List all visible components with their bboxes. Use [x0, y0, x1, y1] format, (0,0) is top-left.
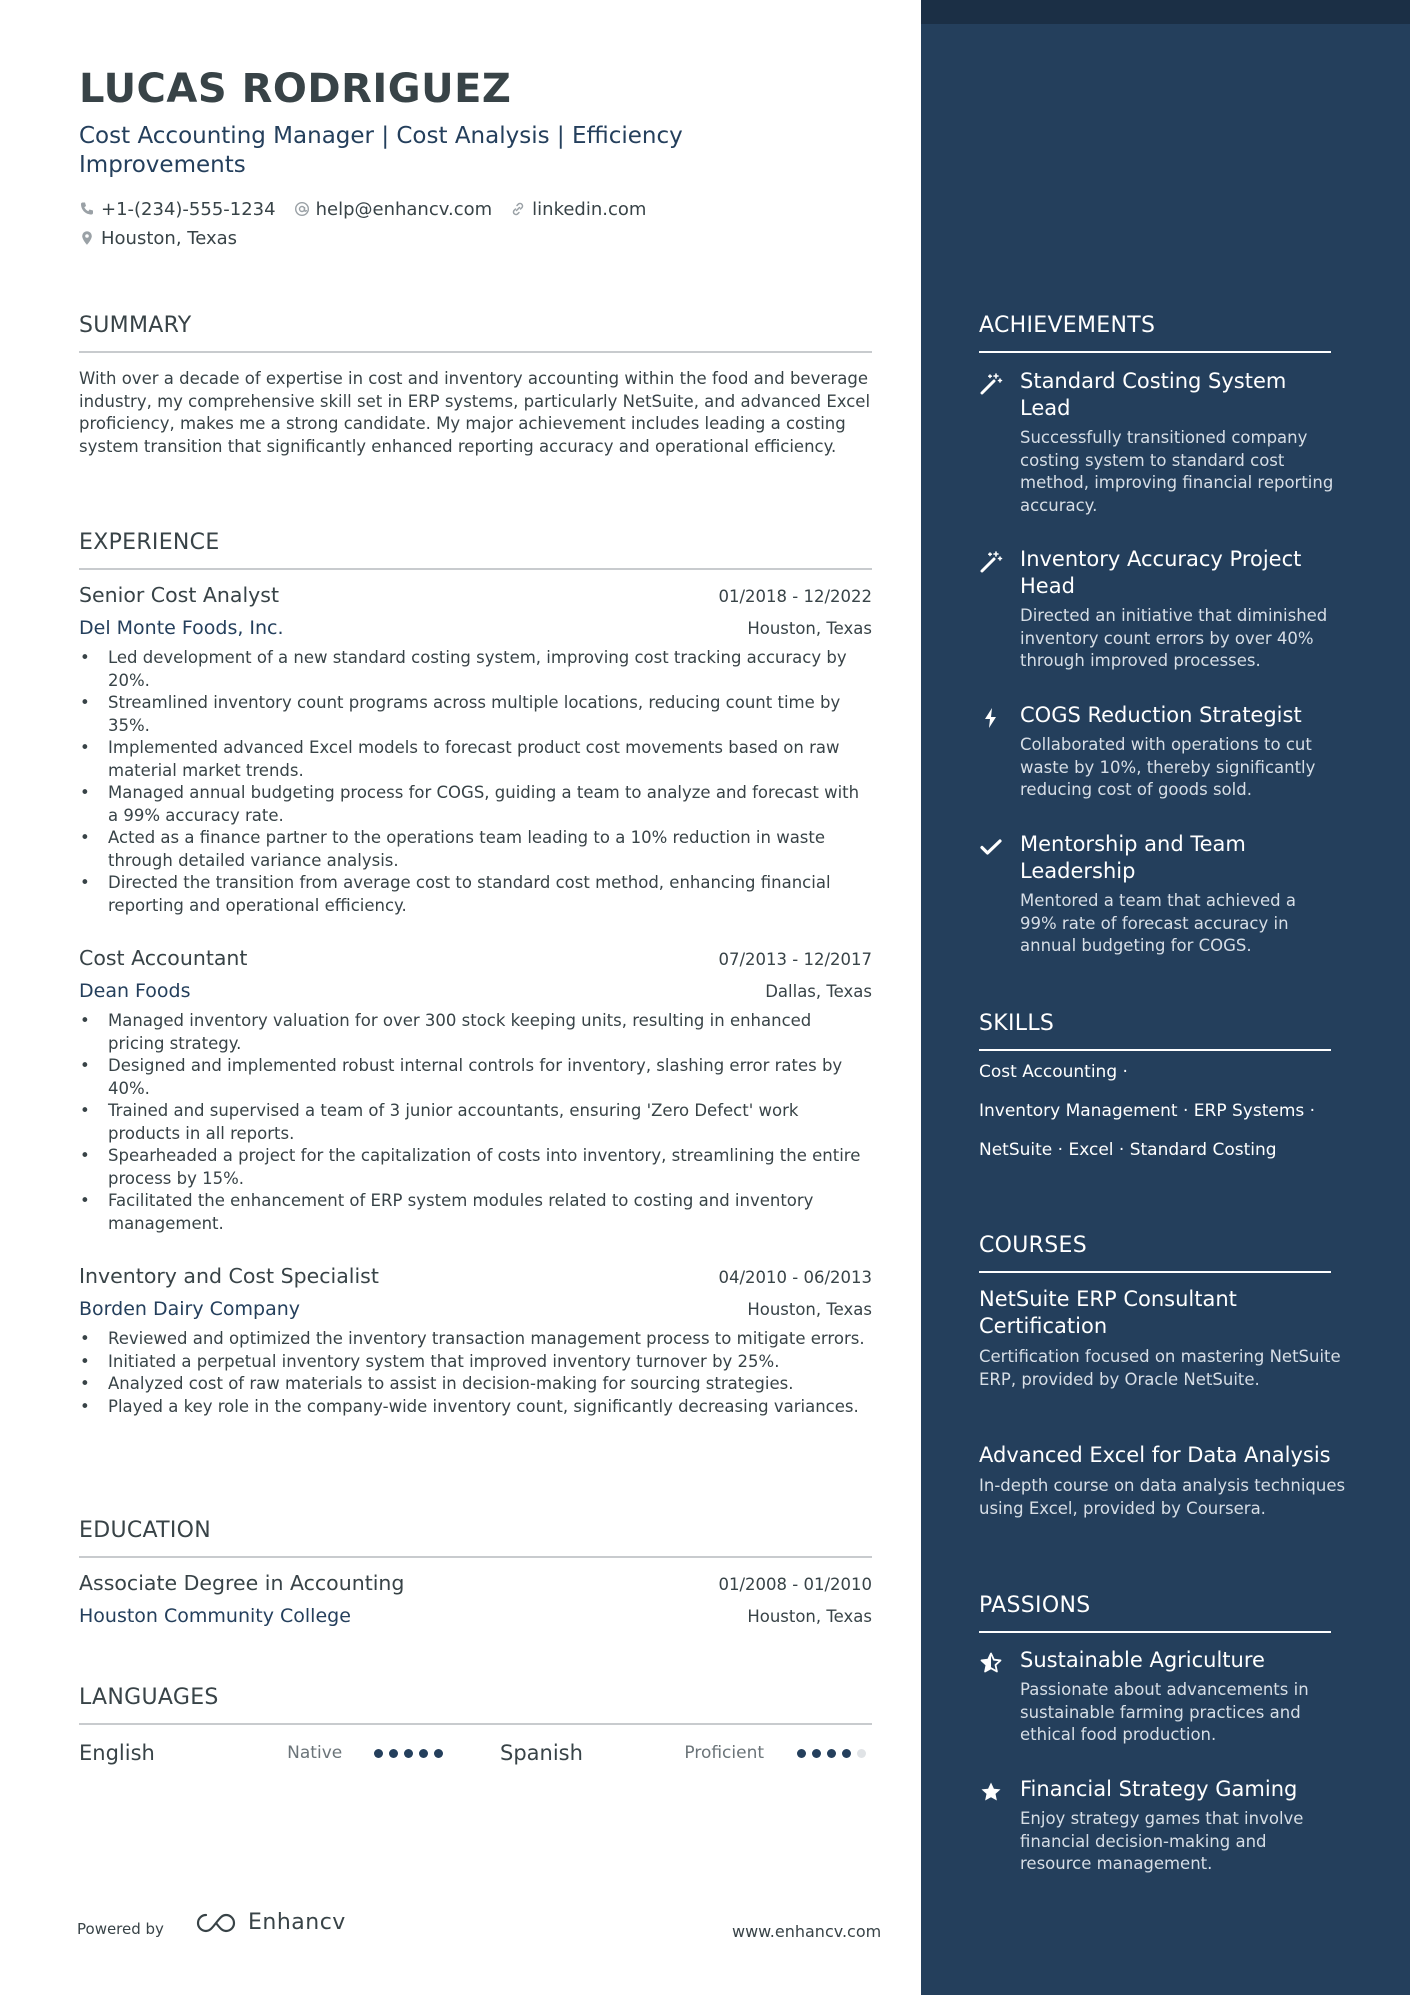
- job-bullet: • Streamlined inventory count programs across multiple locations, reducing count time by 35%.: [79, 692, 872, 737]
- job-bullet: • Designed and implemented robust internal controls for inventory, slashing error rates by 40%.: [79, 1055, 872, 1100]
- achievement-title: Standard Costing System Lead: [1020, 369, 1287, 420]
- language-rating: [374, 1749, 449, 1758]
- summary-heading: SUMMARY: [79, 313, 192, 338]
- summary-divider: [79, 351, 872, 353]
- job-entry: [79, 946, 872, 1235]
- skills-heading: SKILLS: [979, 1011, 1055, 1036]
- summary-text: With over a decade of expertise in cost and inventory accounting within the food and beverage industry, my comprehensive skill set in ERP systems, particularly NetSuite, and advanced Excel proficiency, makes me a strong candidate. My major achievement includes leading a costing system transition that significantly enhanced reporting accuracy and operational efficiency.: [79, 369, 871, 456]
- passion-desc: Passionate about advancements in sustainable farming practices and ethical food production.: [1020, 1680, 1309, 1744]
- rating-dot-filled: [389, 1749, 398, 1758]
- course-title: Advanced Excel for Data Analysis: [979, 1443, 1331, 1467]
- job-bullet: • Directed the transition from average cost to standard cost method, enhancing financial reporting and operational efficiency.: [79, 872, 872, 917]
- achievement-item: [979, 831, 1334, 958]
- language-level: Native: [287, 1743, 343, 1763]
- phone-icon: [79, 201, 95, 217]
- job-bullet: • Spearheaded a project for the capitalization of costs into inventory, streamlining the entire process by 15%.: [79, 1145, 872, 1190]
- passions-divider: [979, 1631, 1331, 1633]
- achievement-desc: Mentored a team that achieved a 99% rate of forecast accuracy in annual budgeting for COGS.: [1020, 891, 1296, 955]
- education-divider: [79, 1556, 872, 1558]
- job-entry: [79, 583, 872, 917]
- contact-info: [79, 196, 719, 254]
- magic-wand-icon: [979, 550, 1003, 574]
- language-item: [500, 1738, 872, 1768]
- candidate-name: LUCAS RODRIGUEZ: [79, 66, 512, 112]
- education-degree: Associate Degree in Accounting: [79, 1571, 405, 1595]
- job-location: Houston, Texas: [747, 1300, 872, 1319]
- rating-dot-empty: [857, 1749, 866, 1758]
- achievement-title: Mentorship and Team Leadership: [1020, 832, 1246, 883]
- courses-heading: COURSES: [979, 1233, 1087, 1258]
- job-dates: 07/2013 - 12/2017: [718, 950, 872, 969]
- course-title: NetSuite ERP Consultant Certification: [979, 1287, 1237, 1338]
- magic-wand-icon: [979, 372, 1003, 396]
- footer-powered-by: Powered by: [77, 1920, 164, 1938]
- rating-dot-filled: [812, 1749, 821, 1758]
- checkmark-icon: [979, 835, 1003, 859]
- course-item: [979, 1286, 1349, 1391]
- job-entry: [79, 1264, 872, 1418]
- rating-dot-filled: [827, 1749, 836, 1758]
- education-heading: EDUCATION: [79, 1518, 212, 1543]
- location-pin-icon: [79, 230, 95, 246]
- job-location: Dallas, Texas: [765, 982, 872, 1001]
- job-location: Houston, Texas: [747, 619, 872, 638]
- achievement-item: [979, 368, 1334, 517]
- job-bullets: [79, 1328, 872, 1418]
- experience-heading: EXPERIENCE: [79, 530, 220, 555]
- course-item: [979, 1442, 1349, 1520]
- lightning-icon: [979, 706, 1003, 730]
- skills-divider: [979, 1049, 1331, 1051]
- languages-heading: LANGUAGES: [79, 1685, 219, 1710]
- job-bullet: • Reviewed and optimized the inventory transaction management process to mitigate errors.: [79, 1328, 872, 1351]
- course-desc: Certification focused on mastering NetSuite ERP, provided by Oracle NetSuite.: [979, 1347, 1341, 1389]
- job-role: Inventory and Cost Specialist: [79, 1264, 379, 1288]
- skill-row: Inventory Management · ERP Systems ·: [979, 1101, 1316, 1121]
- experience-divider: [79, 568, 872, 570]
- job-bullet: • Managed inventory valuation for over 300 stock keeping units, resulting in enhanced pricing strategy.: [79, 1010, 872, 1055]
- achievement-title: COGS Reduction Strategist: [1020, 703, 1302, 727]
- language-name: Spanish: [500, 1741, 583, 1765]
- rating-dot-filled: [434, 1749, 443, 1758]
- job-dates: 04/2010 - 06/2013: [718, 1268, 872, 1287]
- achievement-desc: Successfully transitioned company costing system to standard cost method, improving financial reporting accuracy.: [1020, 428, 1334, 515]
- achievements-heading: ACHIEVEMENTS: [979, 313, 1156, 338]
- job-bullet: • Implemented advanced Excel models to forecast product cost movements based on raw material market trends.: [79, 737, 872, 782]
- job-bullet: • Initiated a perpetual inventory system that improved inventory turnover by 25%.: [79, 1351, 872, 1374]
- education-school: Houston Community College: [79, 1605, 351, 1627]
- email-text: help@enhancv.com: [315, 198, 493, 220]
- job-company: Del Monte Foods, Inc.: [79, 617, 284, 639]
- achievement-item: [979, 702, 1334, 802]
- achievement-desc: Directed an initiative that diminished inventory count errors by over 40% through improved processes.: [1020, 606, 1328, 670]
- sidebar-top-bar: [921, 0, 1410, 24]
- job-bullet: • Led development of a new standard costing system, improving cost tracking accuracy by 20%.: [79, 647, 872, 692]
- job-bullet: • Analyzed cost of raw materials to assist in decision-making for sourcing strategies.: [79, 1373, 872, 1396]
- job-bullets: [79, 1010, 872, 1235]
- contact-location: [79, 228, 237, 249]
- language-level: Proficient: [684, 1743, 765, 1763]
- job-bullets: [79, 647, 872, 917]
- skill-row: Cost Accounting ·: [979, 1062, 1128, 1082]
- at-icon: [294, 201, 310, 217]
- contact-phone[interactable]: [79, 199, 276, 220]
- education-location: Houston, Texas: [747, 1607, 872, 1626]
- phone-text: +1-(234)-555-1234: [101, 198, 276, 220]
- language-item: [79, 1738, 449, 1768]
- passion-item: [979, 1776, 1334, 1876]
- passions-heading: PASSIONS: [979, 1593, 1091, 1618]
- job-role: Senior Cost Analyst: [79, 583, 280, 607]
- job-company: Dean Foods: [79, 980, 191, 1002]
- education-entry: [79, 1571, 872, 1635]
- star-icon: [979, 1780, 1003, 1804]
- rating-dot-filled: [404, 1749, 413, 1758]
- job-bullet: • Facilitated the enhancement of ERP system modules related to costing and inventory management.: [79, 1190, 872, 1235]
- achievements-divider: [979, 351, 1331, 353]
- job-bullet: • Played a key role in the company-wide inventory count, significantly decreasing variances.: [79, 1396, 872, 1419]
- job-role: Cost Accountant: [79, 946, 248, 970]
- candidate-title: Cost Accounting Manager | Cost Analysis | Efficiency Improvements: [79, 123, 683, 178]
- star-half-icon: [979, 1651, 1003, 1675]
- courses-divider: [979, 1271, 1331, 1273]
- passion-desc: Enjoy strategy games that involve financial decision-making and resource management.: [1020, 1809, 1304, 1873]
- job-dates: 01/2018 - 12/2022: [718, 587, 872, 606]
- job-bullet: • Trained and supervised a team of 3 junior accountants, ensuring 'Zero Defect' work products in all reports.: [79, 1100, 872, 1145]
- skills-list: [979, 1062, 1334, 1179]
- achievement-title: Inventory Accuracy Project Head: [1020, 547, 1302, 598]
- linkedin-text: linkedin.com: [532, 198, 647, 220]
- rating-dot-filled: [419, 1749, 428, 1758]
- contact-linkedin[interactable]: [510, 199, 646, 220]
- rating-dot-filled: [374, 1749, 383, 1758]
- link-icon: [510, 201, 526, 217]
- contact-email[interactable]: [294, 199, 493, 220]
- language-rating: [797, 1749, 872, 1758]
- enhancv-logo-icon: [194, 1911, 240, 1935]
- language-name: English: [79, 1741, 155, 1765]
- rating-dot-filled: [797, 1749, 806, 1758]
- passion-item: [979, 1647, 1334, 1747]
- rating-dot-filled: [842, 1749, 851, 1758]
- footer-brand-text: Enhancv: [248, 1910, 346, 1935]
- achievement-item: [979, 546, 1334, 673]
- achievement-desc: Collaborated with operations to cut waste by 10%, thereby significantly reducing cost of goods sold.: [1020, 735, 1316, 799]
- footer-url[interactable]: www.enhancv.com: [732, 1922, 882, 1941]
- location-text: Houston, Texas: [101, 227, 238, 249]
- education-dates: 01/2008 - 01/2010: [718, 1575, 872, 1594]
- skill-row: NetSuite · Excel · Standard Costing: [979, 1140, 1277, 1160]
- passion-title: Financial Strategy Gaming: [1020, 1777, 1298, 1801]
- job-company: Borden Dairy Company: [79, 1298, 301, 1320]
- languages-divider: [79, 1723, 872, 1725]
- passion-title: Sustainable Agriculture: [1020, 1648, 1265, 1672]
- course-desc: In-depth course on data analysis techniques using Excel, provided by Coursera.: [979, 1476, 1346, 1518]
- footer-brand[interactable]: [194, 1910, 346, 1935]
- job-bullet: • Managed annual budgeting process for COGS, guiding a team to analyze and forecast with a 99% accuracy rate.: [79, 782, 872, 827]
- job-bullet: • Acted as a finance partner to the operations team leading to a 10% reduction in waste through detailed variance analysis.: [79, 827, 872, 872]
